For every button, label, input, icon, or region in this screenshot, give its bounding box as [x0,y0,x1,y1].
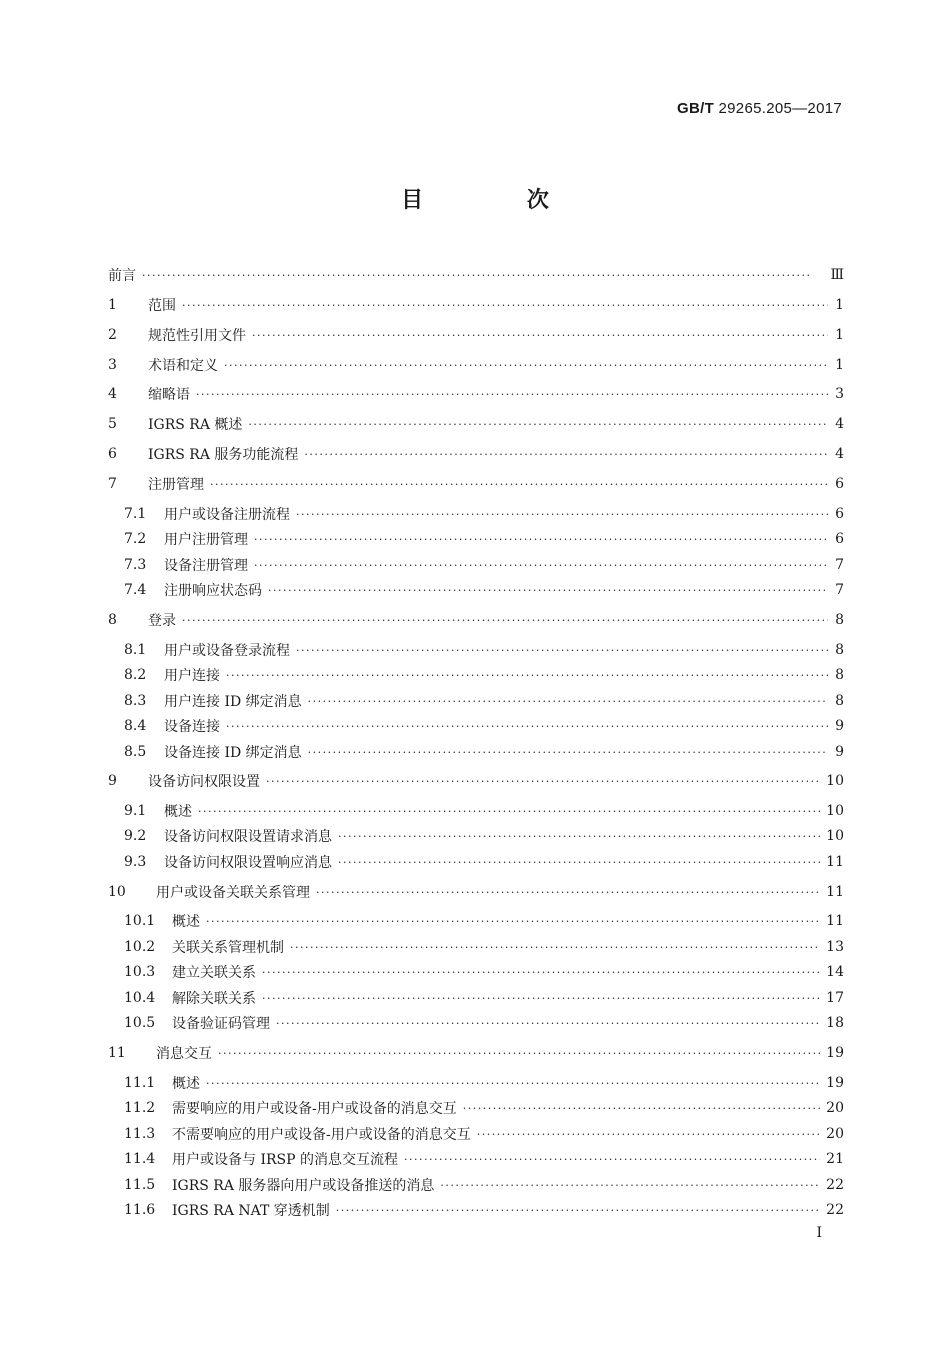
toc-entry-page: 4 [835,446,844,462]
toc-entry-label: 设备注册管理 [164,558,248,574]
toc-entry-page: 7 [835,557,844,573]
toc-entry[interactable] [124,959,844,985]
toc-entry-number: 11 [108,1045,126,1061]
toc-leader-dots [440,1179,820,1192]
toc-entry-page: 22 [826,1202,844,1218]
toc-entry-number: 1 [108,297,117,313]
toc-leader-dots [252,329,828,342]
toc-entry-label: IGRS RA 服务功能流程 [148,447,299,463]
toc-leader-dots [262,992,820,1005]
toc-entry-page: Ⅲ [830,267,844,283]
toc-entry-number: 6 [108,446,117,462]
toc-entry-label: 解除关联关系 [172,991,256,1007]
toc-entry-page: 22 [826,1177,844,1193]
toc-entry-number: 9 [108,773,117,789]
toc-entry-label: 设备访问权限设置请求消息 [164,829,332,845]
toc-leader-dots [296,644,828,657]
toc-entry-label: 用户或设备与 IRSP 的消息交互流程 [172,1152,398,1168]
toc-entry-page: 8 [835,667,844,683]
toc-entry[interactable] [124,908,844,934]
toc-entry-number: 5 [108,416,117,432]
toc-entry-number: 8.4 [124,718,147,734]
toc-entry-number: 10 [108,884,126,900]
toc-entry-number: 4 [108,386,117,402]
toc-leader-dots [276,1017,820,1030]
toc-entry[interactable] [108,471,844,497]
toc-entry-number: 8.3 [124,693,147,709]
toc-entry-number: 11.4 [124,1151,156,1167]
page-folio: I [816,1225,822,1241]
toc-entry-number: 8.5 [124,744,147,760]
toc-leader-dots [254,533,828,546]
toc-leader-dots [206,1077,820,1090]
toc-entry-label: IGRS RA 服务器向用户或设备推送的消息 [172,1178,435,1194]
toc-entry-number: 11.3 [124,1126,156,1142]
toc-leader-dots [336,1204,820,1217]
toc-entry[interactable] [124,798,844,824]
toc-entry[interactable] [124,501,844,527]
toc-entry[interactable] [108,768,844,794]
toc-leader-dots [218,1047,820,1060]
toc-entry-page: 9 [835,718,844,734]
toc-leader-dots [262,966,820,979]
toc-entry-number: 8.1 [124,642,147,658]
toc-entry-number: 10.4 [124,990,156,1006]
toc-entry[interactable] [124,1121,844,1147]
toc-entry-label: 设备访问权限设置响应消息 [164,855,332,871]
toc-entry[interactable] [124,934,844,960]
toc-entry-label: 设备访问权限设置 [148,774,260,790]
toc-leader-dots [142,269,824,282]
toc-entry[interactable] [124,577,844,603]
toc-leader-dots [296,508,828,521]
toc-entry-page: 8 [835,642,844,658]
toc-leader-dots [254,559,828,572]
toc-entry[interactable] [108,292,844,318]
toc-entry-label: 概述 [172,914,200,930]
toc-entry-label: IGRS RA 概述 [148,417,243,433]
toc-leader-dots [308,695,828,708]
toc-entry-page: 20 [826,1100,844,1116]
toc-entry-label: 需要响应的用户或设备-用户或设备的消息交互 [172,1101,457,1117]
toc-entry[interactable] [124,985,844,1011]
toc-entry-label: 消息交互 [156,1046,212,1062]
toc-entry-number: 2 [108,327,117,343]
toc-entry-number: 11.1 [124,1075,156,1091]
standard-code [677,100,842,117]
toc-entry[interactable] [108,879,844,905]
toc-entry-label: 设备验证码管理 [172,1016,270,1032]
toc-entry-label: 设备连接 [164,719,220,735]
toc-entry-page: 19 [826,1075,844,1091]
toc-leader-dots [477,1128,820,1141]
toc-entry-number: 11.6 [124,1202,156,1218]
toc-entry-page: 8 [835,612,844,628]
toc-entry-page: 18 [826,1015,844,1031]
standard-code-prefix: GB/T [677,100,715,117]
toc-entry-label: 不需要响应的用户或设备-用户或设备的消息交互 [172,1127,471,1143]
toc-entry-number: 11.5 [124,1177,156,1193]
toc-entry-label: 术语和定义 [148,358,218,374]
toc-entry-page: 17 [826,990,844,1006]
toc-entry-page: 6 [835,531,844,547]
toc-leader-dots [338,856,820,869]
toc-entry-label: 用户注册管理 [164,532,248,548]
toc-entry[interactable] [124,823,844,849]
toc-entry-page: 11 [826,913,844,929]
toc-leader-dots [404,1153,820,1166]
toc-leader-dots [266,775,820,788]
toc-entry-label: 关联关系管理机制 [172,940,284,956]
toc-leader-dots [210,478,828,491]
toc-entry-number: 9.1 [124,803,147,819]
toc-entry-page: 9 [835,744,844,760]
toc-leader-dots [308,746,828,759]
toc-entry[interactable] [124,662,844,688]
toc-entry[interactable] [124,688,844,714]
toc-entry-label: 注册响应状态码 [164,583,262,599]
toc-leader-dots [224,359,828,372]
toc-entry-label: 用户或设备注册流程 [164,507,290,523]
toc-entry-number: 10.2 [124,939,156,955]
toc-entry-number: 10.3 [124,964,156,980]
toc-entry[interactable] [124,637,844,663]
toc-entry-page: 1 [835,327,844,343]
toc-entry-page: 6 [835,506,844,522]
toc-entry-label: 用户连接 ID 绑定消息 [164,694,302,710]
toc-entry-label: 登录 [148,613,176,629]
toc-entry-label: 范围 [148,298,176,314]
toc-entry-label: 用户连接 [164,668,220,684]
toc-leader-dots [268,584,828,597]
toc-entry-page: 7 [835,582,844,598]
toc-entry-number: 3 [108,357,117,373]
toc-leader-dots [316,886,820,899]
toc-entry[interactable] [108,1040,844,1066]
toc-entry-label: 概述 [172,1076,200,1092]
standard-code-number: 29265.205—2017 [718,100,842,117]
toc-entry-label: 缩略语 [148,387,190,403]
toc-leader-dots [226,669,828,682]
toc-entry-page: 21 [826,1151,844,1167]
toc-entry-page: 11 [826,854,844,870]
toc-entry-number: 9.3 [124,854,147,870]
toc-entry-label: 建立关联关系 [172,965,256,981]
toc-entry-label: 设备连接 ID 绑定消息 [164,745,302,761]
toc-leader-dots [226,720,828,733]
toc-entry-page: 20 [826,1126,844,1142]
toc-entry-label: 规范性引用文件 [148,328,246,344]
toc-entry-page: 13 [826,939,844,955]
toc-entry-page: 14 [826,964,844,980]
page-title: 目 次 [401,188,597,213]
toc-entry[interactable] [124,1172,844,1198]
toc-entry-page: 1 [835,357,844,373]
toc-leader-dots [338,830,820,843]
toc-entry-number: 8.2 [124,667,147,683]
toc-entry[interactable] [124,1095,844,1121]
toc-entry[interactable] [124,739,844,765]
toc-entry-label: 用户或设备关联关系管理 [156,885,310,901]
toc-entry-label: IGRS RA NAT 穿透机制 [172,1203,330,1219]
toc-leader-dots [198,805,820,818]
toc-entry[interactable] [124,552,844,578]
toc-entry-page: 6 [835,476,844,492]
toc-entry[interactable] [108,322,844,348]
toc-entry[interactable] [124,526,844,552]
toc-entry-page: 10 [826,828,844,844]
toc-entry-number: 8 [108,612,117,628]
toc-entry-number: 7.4 [124,582,147,598]
toc-entry-number: 9.2 [124,828,147,844]
toc-entry[interactable] [124,1010,844,1036]
toc-entry-page: 10 [826,803,844,819]
toc-entry-label: 概述 [164,804,192,820]
toc-leader-dots [196,388,828,401]
toc-entry-page: 3 [835,386,844,402]
toc-entry-label: 注册管理 [148,477,204,493]
toc-leader-dots [304,448,828,461]
toc-entry[interactable] [124,713,844,739]
toc-entry[interactable] [108,352,844,378]
toc-entry-page: 10 [826,773,844,789]
toc-leader-dots [290,941,820,954]
toc-leader-dots [182,614,828,627]
toc-entry-page: 11 [826,884,844,900]
toc-entry[interactable] [108,411,844,437]
toc-entry[interactable] [108,607,844,633]
toc-entry-number: 7.3 [124,557,147,573]
toc-entry-label: 前言 [108,268,136,284]
toc-entry[interactable] [108,441,844,467]
toc-entry[interactable] [124,849,844,875]
toc-leader-dots [206,915,820,928]
toc-leader-dots [463,1102,820,1115]
toc-entry[interactable] [124,1146,844,1172]
toc-entry-page: 1 [835,297,844,313]
toc-entry-number: 11.2 [124,1100,156,1116]
toc-leader-dots [248,418,828,431]
toc-entry-number: 7.2 [124,531,147,547]
toc-entry-page: 19 [826,1045,844,1061]
toc-entry-page: 4 [835,416,844,432]
toc-entry-number: 10.1 [124,913,156,929]
toc-entry-number: 7.1 [124,506,147,522]
toc-entry[interactable] [108,262,844,288]
toc-leader-dots [182,299,828,312]
toc-entry[interactable] [124,1070,844,1096]
toc-entry-page: 8 [835,693,844,709]
toc-entry-label: 用户或设备登录流程 [164,643,290,659]
toc-entry-number: 7 [108,476,117,492]
toc-entry[interactable] [124,1197,844,1223]
toc-entry-number: 10.5 [124,1015,156,1031]
toc-entry[interactable] [108,381,844,407]
